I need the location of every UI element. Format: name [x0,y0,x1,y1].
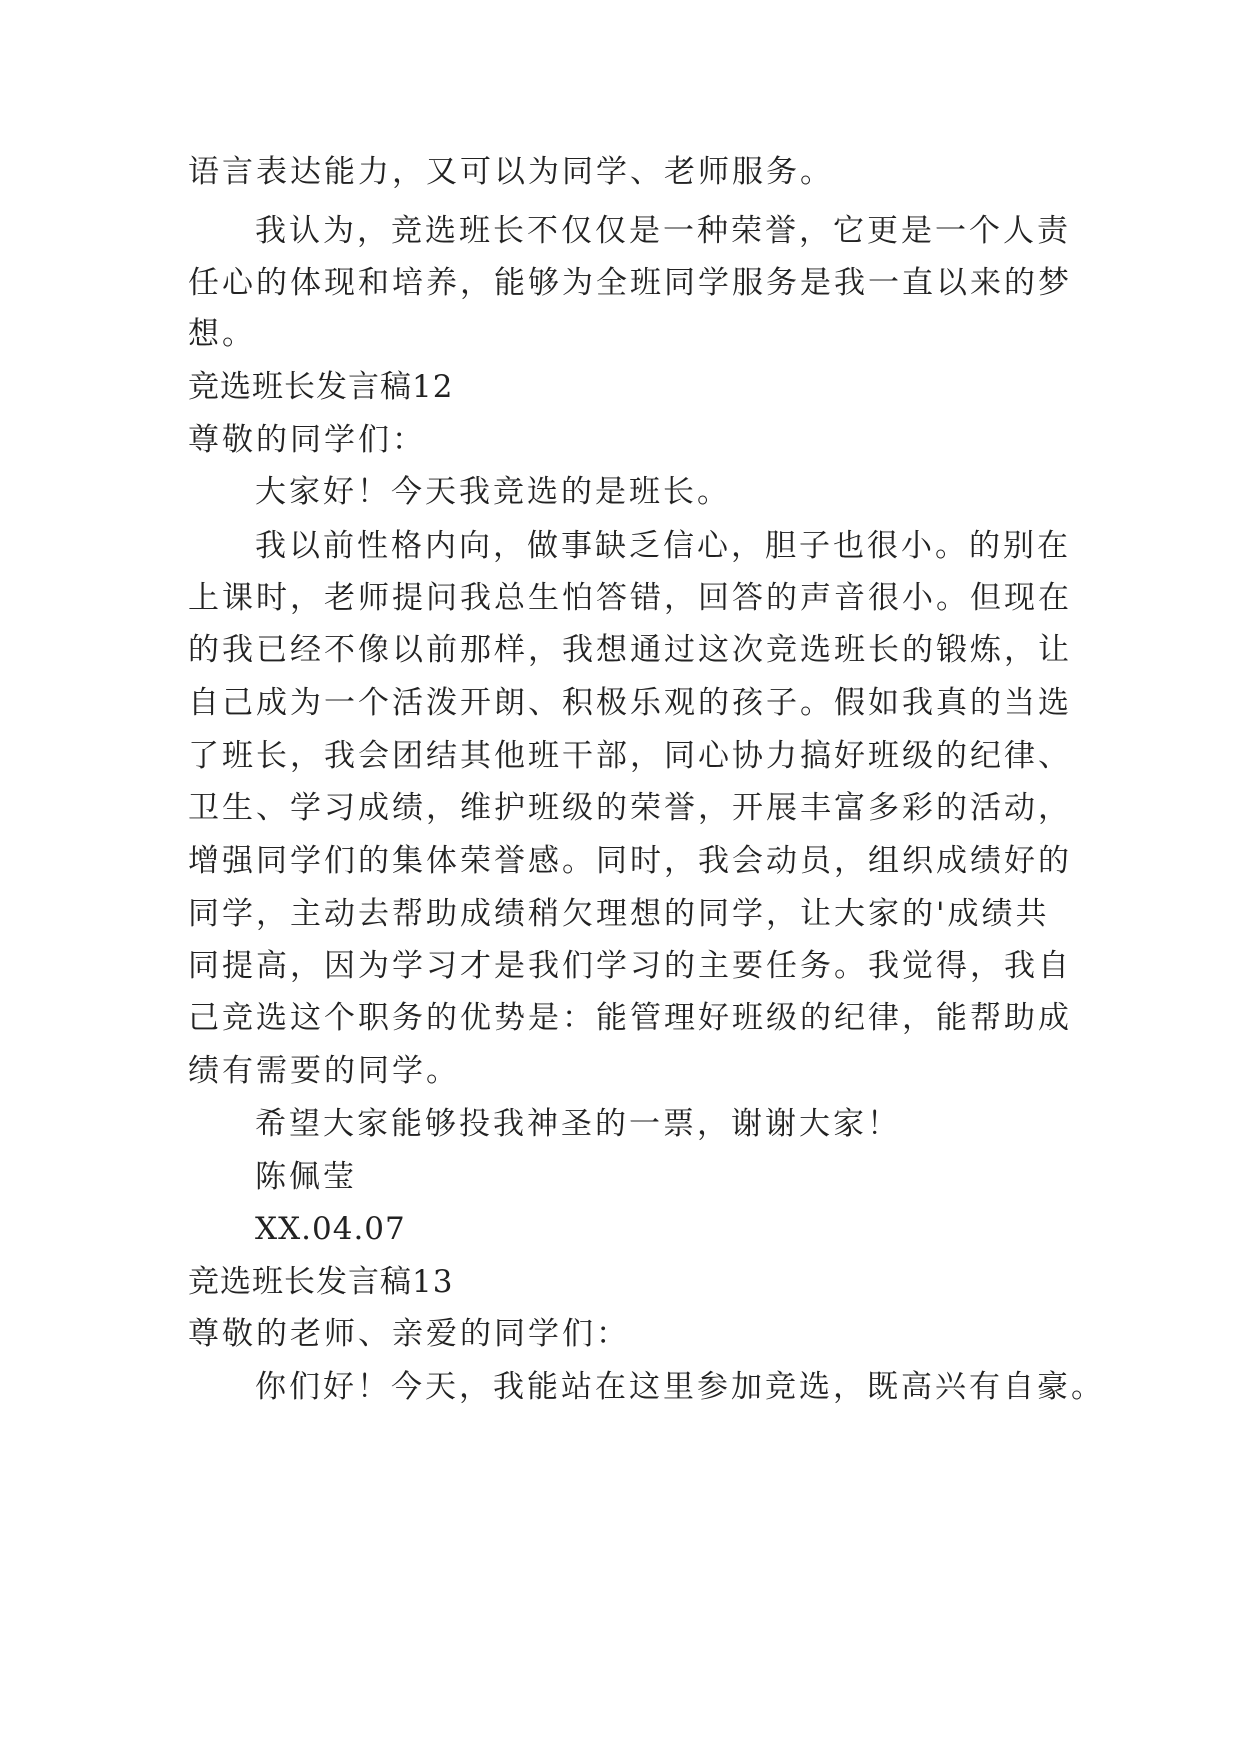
paragraph-line: 同提高，因为学习才是我们学习的主要任务。我觉得，我自 [188,948,1072,984]
paragraph-line: 增强同学们的集体荣誉感。同时，我会动员，组织成绩好的 [188,843,1072,879]
section-heading: 竞选班长发言稿12 [188,369,454,405]
closing-line: 希望大家能够投我神圣的一票，谢谢大家！ [255,1106,901,1142]
salutation: 尊敬的同学们： [188,422,426,458]
signature-date: XX.04.07 [255,1211,406,1247]
paragraph-line: 了班长，我会团结其他班干部，同心协力搞好班级的纪律、 [188,738,1072,774]
paragraph-line: 自己成为一个活泼开朗、积极乐观的孩子。假如我真的当选 [188,685,1072,721]
signature-name: 陈佩莹 [255,1159,357,1195]
greeting-line: 你们好！今天，我能站在这里参加竞选，既高兴有自豪。 [255,1369,1105,1405]
greeting-line: 大家好！今天我竞选的是班长。 [255,474,731,510]
paragraph-line: 我以前性格内向，做事缺乏信心，胆子也很小。的别在 [255,528,1071,564]
salutation: 尊敬的老师、亲爱的同学们： [188,1316,630,1352]
paragraph-line: 我认为，竞选班长不仅仅是一种荣誉，它更是一个人责 [255,213,1071,249]
paragraph-line: 上课时，老师提问我总生怕答错，回答的声音很小。但现在 [188,580,1072,616]
paragraph-line: 任心的体现和培养，能够为全班同学服务是我一直以来的梦 [188,265,1072,301]
paragraph-line: 的我已经不像以前那样，我想通过这次竞选班长的锻炼，让 [188,632,1072,668]
paragraph-line: 绩有需要的同学。 [188,1053,460,1089]
paragraph-line: 语言表达能力，又可以为同学、老师服务。 [188,154,834,190]
paragraph-line: 同学，主动去帮助成绩稍欠理想的同学，让大家的'成绩共 [188,896,1050,932]
paragraph-line: 己竞选这个职务的优势是：能管理好班级的纪律，能帮助成 [188,1000,1072,1036]
paragraph-line: 卫生、学习成绩，维护班级的荣誉，开展丰富多彩的活动， [188,790,1072,826]
section-heading: 竞选班长发言稿13 [188,1264,454,1300]
paragraph-line: 想。 [188,316,256,352]
